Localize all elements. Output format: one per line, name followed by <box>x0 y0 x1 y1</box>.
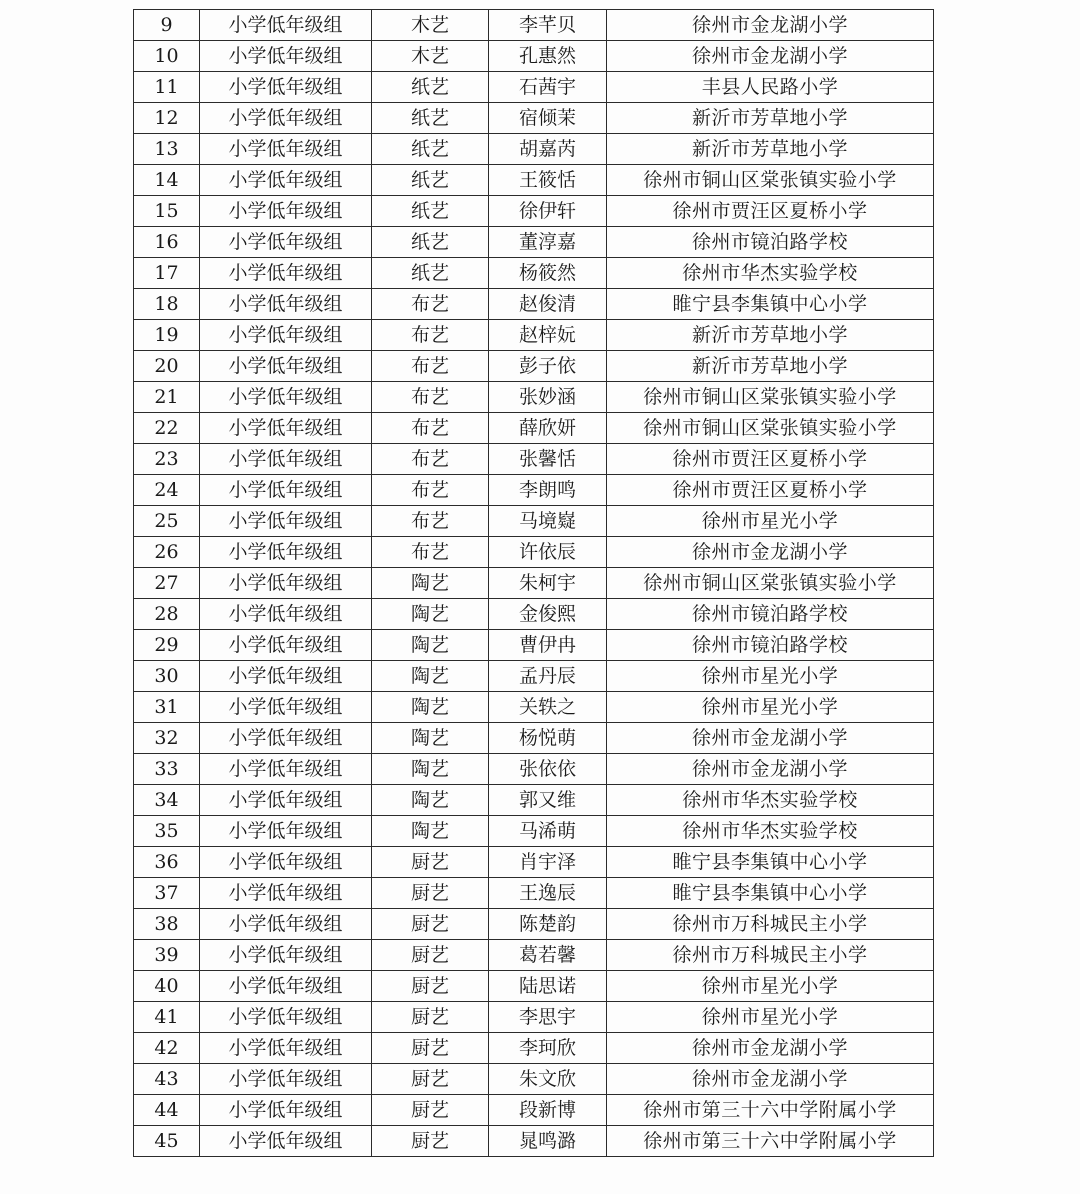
table-row <box>134 196 934 227</box>
table-row <box>134 785 934 816</box>
table-row <box>134 847 934 878</box>
group-cell: 小学低年级组 <box>200 227 372 258</box>
row-number: 42 <box>134 1033 200 1064</box>
student-name-cell: 关轶之 <box>489 692 607 723</box>
table-row <box>134 878 934 909</box>
table-row <box>134 940 934 971</box>
group-cell: 小学低年级组 <box>200 878 372 909</box>
row-number: 35 <box>134 816 200 847</box>
table-row <box>134 320 934 351</box>
category-cell: 布艺 <box>372 475 489 506</box>
category-cell: 厨艺 <box>372 847 489 878</box>
school-cell: 徐州市华杰实验学校 <box>607 258 934 289</box>
table-row <box>134 413 934 444</box>
row-number: 18 <box>134 289 200 320</box>
category-cell: 布艺 <box>372 444 489 475</box>
school-cell: 徐州市第三十六中学附属小学 <box>607 1095 934 1126</box>
school-cell: 徐州市铜山区棠张镇实验小学 <box>607 165 934 196</box>
table-row <box>134 289 934 320</box>
group-cell: 小学低年级组 <box>200 723 372 754</box>
school-cell: 徐州市贾汪区夏桥小学 <box>607 444 934 475</box>
student-name-cell: 肖宇泽 <box>489 847 607 878</box>
student-name-cell: 赵梓妧 <box>489 320 607 351</box>
group-cell: 小学低年级组 <box>200 165 372 196</box>
category-cell: 纸艺 <box>372 72 489 103</box>
student-name-cell: 徐伊轩 <box>489 196 607 227</box>
group-cell: 小学低年级组 <box>200 1064 372 1095</box>
school-cell: 新沂市芳草地小学 <box>607 320 934 351</box>
table-row <box>134 692 934 723</box>
row-number: 29 <box>134 630 200 661</box>
category-cell: 厨艺 <box>372 878 489 909</box>
student-name-cell: 陆思诺 <box>489 971 607 1002</box>
row-number: 39 <box>134 940 200 971</box>
table-row <box>134 1064 934 1095</box>
row-number: 33 <box>134 754 200 785</box>
school-cell: 徐州市华杰实验学校 <box>607 816 934 847</box>
school-cell: 徐州市金龙湖小学 <box>607 10 934 41</box>
group-cell: 小学低年级组 <box>200 475 372 506</box>
row-number: 11 <box>134 72 200 103</box>
group-cell: 小学低年级组 <box>200 630 372 661</box>
student-name-cell: 葛若馨 <box>489 940 607 971</box>
row-number: 41 <box>134 1002 200 1033</box>
student-name-cell: 金俊熙 <box>489 599 607 630</box>
table-row <box>134 537 934 568</box>
student-name-cell: 郭又维 <box>489 785 607 816</box>
row-number: 25 <box>134 506 200 537</box>
table-row <box>134 971 934 1002</box>
student-name-cell: 李芊贝 <box>489 10 607 41</box>
school-cell: 徐州市星光小学 <box>607 661 934 692</box>
student-name-cell: 李思宇 <box>489 1002 607 1033</box>
table-row <box>134 134 934 165</box>
school-cell: 徐州市铜山区棠张镇实验小学 <box>607 382 934 413</box>
student-name-cell: 张依依 <box>489 754 607 785</box>
row-number: 15 <box>134 196 200 227</box>
group-cell: 小学低年级组 <box>200 971 372 1002</box>
table-row <box>134 103 934 134</box>
student-name-cell: 王筱恬 <box>489 165 607 196</box>
group-cell: 小学低年级组 <box>200 1095 372 1126</box>
student-name-cell: 朱文欣 <box>489 1064 607 1095</box>
row-number: 17 <box>134 258 200 289</box>
school-cell: 新沂市芳草地小学 <box>607 103 934 134</box>
student-name-cell: 石茜宇 <box>489 72 607 103</box>
row-number: 10 <box>134 41 200 72</box>
category-cell: 木艺 <box>372 10 489 41</box>
group-cell: 小学低年级组 <box>200 72 372 103</box>
group-cell: 小学低年级组 <box>200 320 372 351</box>
school-cell: 徐州市华杰实验学校 <box>607 785 934 816</box>
category-cell: 纸艺 <box>372 227 489 258</box>
category-cell: 布艺 <box>372 320 489 351</box>
school-cell: 徐州市铜山区棠张镇实验小学 <box>607 413 934 444</box>
row-number: 12 <box>134 103 200 134</box>
school-cell: 徐州市贾汪区夏桥小学 <box>607 475 934 506</box>
row-number: 14 <box>134 165 200 196</box>
category-cell: 布艺 <box>372 413 489 444</box>
row-number: 32 <box>134 723 200 754</box>
group-cell: 小学低年级组 <box>200 41 372 72</box>
school-cell: 徐州市星光小学 <box>607 692 934 723</box>
category-cell: 厨艺 <box>372 1064 489 1095</box>
table-row <box>134 444 934 475</box>
group-cell: 小学低年级组 <box>200 1002 372 1033</box>
table-row <box>134 723 934 754</box>
group-cell: 小学低年级组 <box>200 847 372 878</box>
school-cell: 徐州市第三十六中学附属小学 <box>607 1126 934 1157</box>
school-cell: 徐州市贾汪区夏桥小学 <box>607 196 934 227</box>
row-number: 27 <box>134 568 200 599</box>
group-cell: 小学低年级组 <box>200 785 372 816</box>
table-row <box>134 41 934 72</box>
row-number: 34 <box>134 785 200 816</box>
school-cell: 徐州市镜泊路学校 <box>607 630 934 661</box>
category-cell: 厨艺 <box>372 971 489 1002</box>
category-cell: 厨艺 <box>372 1126 489 1157</box>
group-cell: 小学低年级组 <box>200 134 372 165</box>
row-number: 26 <box>134 537 200 568</box>
row-number: 24 <box>134 475 200 506</box>
row-number: 28 <box>134 599 200 630</box>
table-row <box>134 165 934 196</box>
group-cell: 小学低年级组 <box>200 10 372 41</box>
student-name-cell: 曹伊冉 <box>489 630 607 661</box>
row-number: 43 <box>134 1064 200 1095</box>
row-number: 30 <box>134 661 200 692</box>
row-number: 9 <box>134 10 200 41</box>
group-cell: 小学低年级组 <box>200 537 372 568</box>
school-cell: 新沂市芳草地小学 <box>607 351 934 382</box>
roster-table <box>133 9 934 1157</box>
school-cell: 徐州市星光小学 <box>607 1002 934 1033</box>
student-name-cell: 孔惠然 <box>489 41 607 72</box>
student-name-cell: 董淳嘉 <box>489 227 607 258</box>
student-name-cell: 杨悦萌 <box>489 723 607 754</box>
school-cell: 徐州市镜泊路学校 <box>607 599 934 630</box>
school-cell: 徐州市万科城民主小学 <box>607 940 934 971</box>
category-cell: 纸艺 <box>372 165 489 196</box>
student-name-cell: 胡嘉芮 <box>489 134 607 165</box>
group-cell: 小学低年级组 <box>200 754 372 785</box>
category-cell: 陶艺 <box>372 568 489 599</box>
student-name-cell: 李朗鸣 <box>489 475 607 506</box>
school-cell: 徐州市星光小学 <box>607 971 934 1002</box>
group-cell: 小学低年级组 <box>200 661 372 692</box>
row-number: 16 <box>134 227 200 258</box>
category-cell: 布艺 <box>372 506 489 537</box>
table-row <box>134 72 934 103</box>
student-name-cell: 马境嶷 <box>489 506 607 537</box>
category-cell: 陶艺 <box>372 599 489 630</box>
table-row <box>134 599 934 630</box>
group-cell: 小学低年级组 <box>200 196 372 227</box>
table-row <box>134 10 934 41</box>
student-name-cell: 李珂欣 <box>489 1033 607 1064</box>
row-number: 44 <box>134 1095 200 1126</box>
school-cell: 徐州市星光小学 <box>607 506 934 537</box>
student-name-cell: 段新博 <box>489 1095 607 1126</box>
category-cell: 厨艺 <box>372 940 489 971</box>
row-number: 19 <box>134 320 200 351</box>
school-cell: 徐州市万科城民主小学 <box>607 909 934 940</box>
category-cell: 布艺 <box>372 289 489 320</box>
table-row <box>134 630 934 661</box>
school-cell: 徐州市金龙湖小学 <box>607 41 934 72</box>
student-name-cell: 薛欣妍 <box>489 413 607 444</box>
student-name-cell: 王逸辰 <box>489 878 607 909</box>
group-cell: 小学低年级组 <box>200 382 372 413</box>
row-number: 40 <box>134 971 200 1002</box>
school-cell: 睢宁县李集镇中心小学 <box>607 289 934 320</box>
group-cell: 小学低年级组 <box>200 258 372 289</box>
school-cell: 徐州市金龙湖小学 <box>607 537 934 568</box>
row-number: 22 <box>134 413 200 444</box>
table-row <box>134 351 934 382</box>
student-name-cell: 陈楚韵 <box>489 909 607 940</box>
group-cell: 小学低年级组 <box>200 1126 372 1157</box>
category-cell: 厨艺 <box>372 1095 489 1126</box>
category-cell: 布艺 <box>372 351 489 382</box>
table-row <box>134 568 934 599</box>
category-cell: 厨艺 <box>372 1033 489 1064</box>
school-cell: 丰县人民路小学 <box>607 72 934 103</box>
row-number: 31 <box>134 692 200 723</box>
group-cell: 小学低年级组 <box>200 568 372 599</box>
category-cell: 纸艺 <box>372 134 489 165</box>
row-number: 38 <box>134 909 200 940</box>
category-cell: 陶艺 <box>372 661 489 692</box>
category-cell: 厨艺 <box>372 909 489 940</box>
school-cell: 徐州市金龙湖小学 <box>607 1033 934 1064</box>
group-cell: 小学低年级组 <box>200 289 372 320</box>
table-row <box>134 258 934 289</box>
student-name-cell: 彭子依 <box>489 351 607 382</box>
table-row <box>134 506 934 537</box>
student-name-cell: 朱柯宇 <box>489 568 607 599</box>
student-name-cell: 张馨恬 <box>489 444 607 475</box>
group-cell: 小学低年级组 <box>200 413 372 444</box>
table-row <box>134 1033 934 1064</box>
row-number: 13 <box>134 134 200 165</box>
school-cell: 徐州市金龙湖小学 <box>607 723 934 754</box>
school-cell: 新沂市芳草地小学 <box>607 134 934 165</box>
student-name-cell: 赵俊清 <box>489 289 607 320</box>
table-row <box>134 754 934 785</box>
school-cell: 徐州市镜泊路学校 <box>607 227 934 258</box>
group-cell: 小学低年级组 <box>200 103 372 134</box>
school-cell: 徐州市金龙湖小学 <box>607 1064 934 1095</box>
row-number: 45 <box>134 1126 200 1157</box>
table-row <box>134 475 934 506</box>
roster-body <box>134 10 934 1157</box>
table-row <box>134 816 934 847</box>
student-name-cell: 杨筱然 <box>489 258 607 289</box>
category-cell: 纸艺 <box>372 196 489 227</box>
category-cell: 陶艺 <box>372 692 489 723</box>
category-cell: 布艺 <box>372 382 489 413</box>
school-cell: 徐州市金龙湖小学 <box>607 754 934 785</box>
row-number: 20 <box>134 351 200 382</box>
student-name-cell: 许依辰 <box>489 537 607 568</box>
group-cell: 小学低年级组 <box>200 909 372 940</box>
table-row <box>134 661 934 692</box>
table-row <box>134 382 934 413</box>
category-cell: 木艺 <box>372 41 489 72</box>
category-cell: 纸艺 <box>372 103 489 134</box>
category-cell: 陶艺 <box>372 754 489 785</box>
student-name-cell: 晁鸣潞 <box>489 1126 607 1157</box>
category-cell: 陶艺 <box>372 816 489 847</box>
category-cell: 陶艺 <box>372 723 489 754</box>
table-row <box>134 227 934 258</box>
group-cell: 小学低年级组 <box>200 940 372 971</box>
table-row <box>134 1095 934 1126</box>
group-cell: 小学低年级组 <box>200 351 372 382</box>
student-name-cell: 张妙涵 <box>489 382 607 413</box>
school-cell: 睢宁县李集镇中心小学 <box>607 847 934 878</box>
row-number: 23 <box>134 444 200 475</box>
row-number: 37 <box>134 878 200 909</box>
group-cell: 小学低年级组 <box>200 506 372 537</box>
table-row <box>134 1002 934 1033</box>
group-cell: 小学低年级组 <box>200 599 372 630</box>
category-cell: 陶艺 <box>372 630 489 661</box>
category-cell: 布艺 <box>372 537 489 568</box>
student-name-cell: 孟丹辰 <box>489 661 607 692</box>
category-cell: 厨艺 <box>372 1002 489 1033</box>
school-cell: 徐州市铜山区棠张镇实验小学 <box>607 568 934 599</box>
student-name-cell: 马浠萌 <box>489 816 607 847</box>
category-cell: 陶艺 <box>372 785 489 816</box>
table-row <box>134 1126 934 1157</box>
row-number: 36 <box>134 847 200 878</box>
category-cell: 纸艺 <box>372 258 489 289</box>
group-cell: 小学低年级组 <box>200 692 372 723</box>
school-cell: 睢宁县李集镇中心小学 <box>607 878 934 909</box>
group-cell: 小学低年级组 <box>200 1033 372 1064</box>
table-row <box>134 909 934 940</box>
student-name-cell: 宿倾茉 <box>489 103 607 134</box>
group-cell: 小学低年级组 <box>200 816 372 847</box>
row-number: 21 <box>134 382 200 413</box>
group-cell: 小学低年级组 <box>200 444 372 475</box>
